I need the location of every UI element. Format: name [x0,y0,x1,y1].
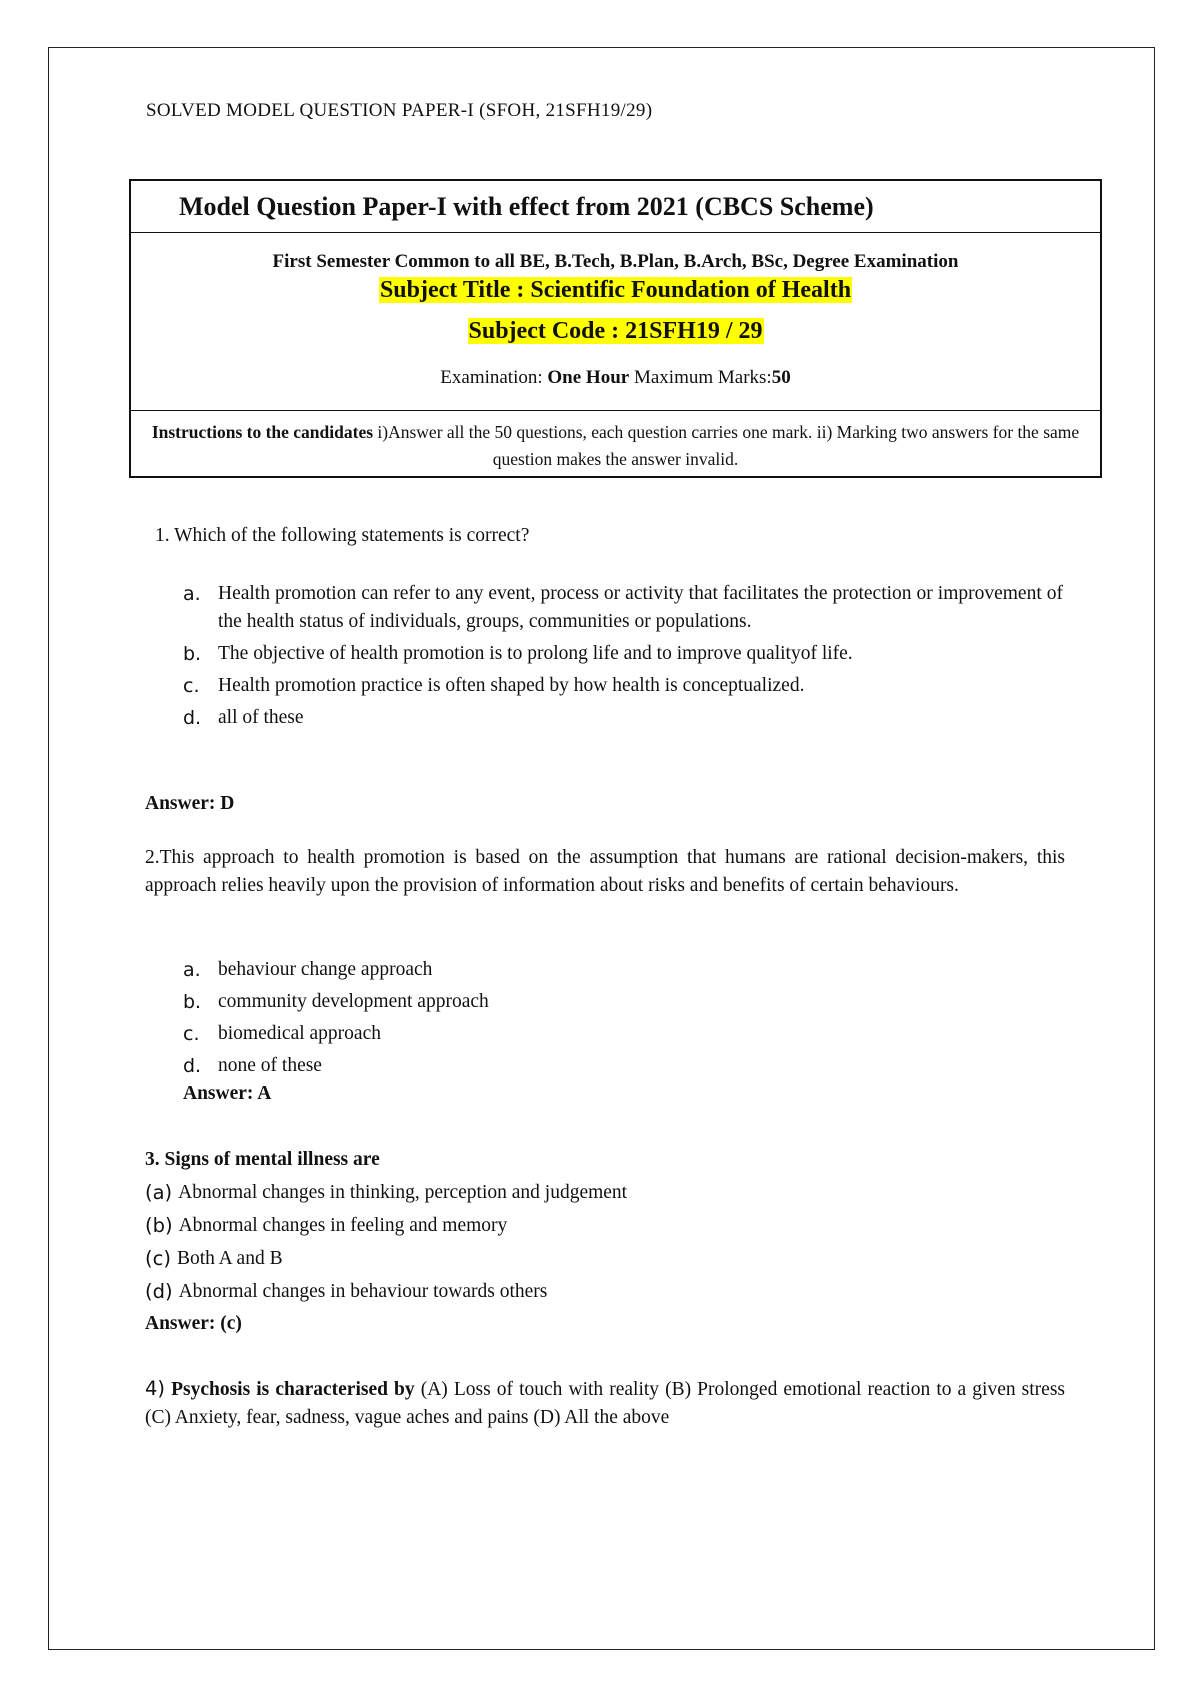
subject-code: Subject Code : 21SFH19 / 29 [468,318,763,344]
question-4-text: (A) Loss of touch with reality (B) Prolonged emotional reaction to a given stress (C) Anxiety, fear, sadness, vague aches and pains (D) All the above [145,1379,1066,1428]
option-item [145,1179,1065,1207]
option-item [145,1245,1065,1273]
question-4-number: 4) [145,1377,166,1400]
option-item [183,988,1063,1016]
question-2-stem [145,844,1065,900]
option-text: all of these [218,707,304,728]
option-letter: a. [183,583,201,605]
option-letter: (b) [145,1214,173,1237]
question-1-options [183,580,1063,732]
question-2-answer: Answer: A [183,1083,272,1104]
option-text: Abnormal changes in behaviour towards others [178,1281,548,1302]
question-1-text: Which of the following statements is correct? [174,525,530,546]
question-4-heading: Psychosis is characterised by [171,1379,415,1400]
option-letter: (d) [145,1280,173,1303]
exam-line [131,367,1100,389]
option-text: Abnormal changes in thinking, perception and judgement [178,1182,628,1203]
title-box [129,179,1102,478]
instructions-label: Instructions to the candidates [151,422,374,442]
question-1-answer: Answer: D [145,793,235,814]
option-text: none of these [218,1055,322,1076]
paper-title: Model Question Paper-I with effect from 2021 (CBCS Scheme) [131,181,1100,233]
max-marks: 50 [771,367,791,388]
option-item [183,704,1063,732]
instructions [131,410,1100,476]
option-letter: c. [183,1023,200,1045]
question-3-heading: 3. Signs of mental illness are [145,1149,380,1170]
subject-code-line [131,318,1100,345]
option-item [183,640,1063,668]
option-text: behaviour change approach [218,959,433,980]
question-4 [145,1375,1065,1432]
option-text: community development approach [218,991,489,1012]
question-1-stem [145,522,1065,550]
option-item [183,672,1063,700]
max-marks-label: Maximum Marks: [633,367,772,388]
subject-title-line [131,277,1100,304]
running-header: SOLVED MODEL QUESTION PAPER-I (SFOH, 21SFH19/29) [146,100,653,121]
option-text: Health promotion practice is often shaped by how health is conceptualized. [218,675,805,696]
option-item [183,1052,1063,1080]
question-2-text: This approach to health promotion is based on the assumption that humans are rational decision-makers, this approach relies heavily upon the provision of information about risks and benefits of certain behaviours. [145,847,1065,896]
option-item [183,956,1063,984]
option-text: biomedical approach [218,1023,381,1044]
option-item [183,1020,1063,1048]
option-letter: b. [183,991,202,1013]
option-item [183,580,1063,636]
option-letter: (a) [145,1181,173,1204]
question-1-number: 1. [155,525,170,546]
option-item [145,1212,1065,1240]
option-letter: (c) [145,1247,171,1270]
question-2-options [183,956,1063,1108]
option-letter: d. [183,1055,202,1077]
question-1 [145,522,1065,550]
question-3-answer: Answer: (c) [145,1313,242,1334]
exam-duration: One Hour [547,367,630,388]
option-letter: c. [183,675,200,697]
instructions-text: i)Answer all the 50 questions, each question carries one mark. ii) Marking two answers for the same question makes the answer invalid. [377,422,1080,469]
subject-title: Subject Title : Scientific Foundation of Health [379,277,852,303]
option-text: The objective of health promotion is to prolong life and to improve qualityof life. [218,643,853,664]
option-letter: b. [183,643,202,665]
question-3 [145,1146,1065,1338]
question-2-number: 2. [145,847,160,868]
option-text: Health promotion can refer to any event, process or activity that facilitates the protection or improvement of the health status of individuals, groups, communities or populations. [218,583,1063,632]
option-text: Abnormal changes in feeling and memory [178,1215,508,1236]
option-text: Both A and B [176,1248,283,1269]
semester-line: First Semester Common to all BE, B.Tech, B.Plan, B.Arch, BSc, Degree Examination [272,251,959,272]
option-letter: a. [183,959,201,981]
option-item [145,1278,1065,1306]
option-letter: d. [183,707,202,729]
exam-label: Examination: [440,367,543,388]
